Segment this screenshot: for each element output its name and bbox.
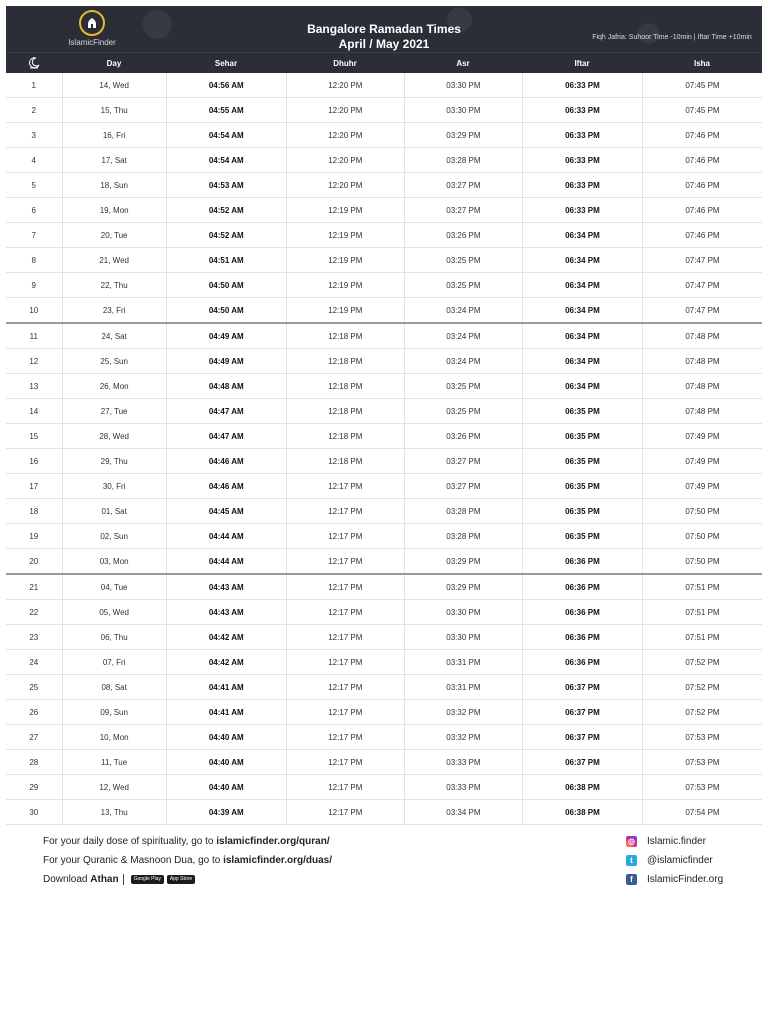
day-date: 09, Sun (62, 700, 166, 724)
sehar-time: 04:41 AM (166, 675, 286, 699)
dhuhr-time: 12:20 PM (286, 148, 404, 172)
dhuhr-time: 12:17 PM (286, 800, 404, 824)
isha-time: 07:48 PM (642, 374, 762, 398)
asr-time: 03:25 PM (404, 399, 522, 423)
table-row (6, 474, 762, 499)
instagram-link[interactable] (626, 832, 723, 851)
isha-time: 07:52 PM (642, 650, 762, 674)
day-number: 11 (29, 331, 38, 341)
table-row (6, 750, 762, 775)
iftar-time: 06:36 PM (522, 549, 642, 573)
sehar-time: 04:41 AM (166, 700, 286, 724)
day-date: 15, Thu (62, 98, 166, 122)
dhuhr-time: 12:19 PM (286, 198, 404, 222)
isha-time: 07:53 PM (642, 725, 762, 749)
day-number: 4 (31, 155, 36, 165)
day-number: 18 (29, 506, 39, 516)
sehar-time: 04:55 AM (166, 98, 286, 122)
table-row (6, 298, 762, 324)
table-row (6, 123, 762, 148)
day-date: 01, Sat (62, 499, 166, 523)
day-number: 20 (29, 556, 39, 566)
iftar-time: 06:34 PM (522, 273, 642, 297)
day-number: 2 (31, 105, 36, 115)
table-row (6, 273, 762, 298)
day-number: 16 (29, 456, 39, 466)
google-play-badge[interactable]: Google Play (131, 875, 164, 884)
iftar-time: 06:33 PM (522, 148, 642, 172)
day-date: 02, Sun (62, 524, 166, 548)
asr-time: 03:27 PM (404, 173, 522, 197)
day-date: 16, Fri (62, 123, 166, 147)
logo-text: IslamicFinder (68, 38, 116, 47)
dhuhr-time: 12:17 PM (286, 549, 404, 573)
sehar-time: 04:53 AM (166, 173, 286, 197)
day-date: 27, Tue (62, 399, 166, 423)
dhuhr-time: 12:18 PM (286, 324, 404, 348)
dhuhr-time: 12:18 PM (286, 449, 404, 473)
isha-time: 07:50 PM (642, 524, 762, 548)
social-links (626, 832, 723, 889)
day-date: 11, Tue (62, 750, 166, 774)
sehar-time: 04:46 AM (166, 449, 286, 473)
asr-time: 03:27 PM (404, 449, 522, 473)
day-number: 27 (29, 732, 39, 742)
asr-time: 03:31 PM (404, 675, 522, 699)
asr-time: 03:28 PM (404, 148, 522, 172)
asr-time: 03:25 PM (404, 248, 522, 272)
day-date: 24, Sat (62, 324, 166, 348)
sehar-time: 04:44 AM (166, 549, 286, 573)
iftar-time: 06:33 PM (522, 198, 642, 222)
dhuhr-time: 12:20 PM (286, 98, 404, 122)
table-row (6, 248, 762, 273)
day-date: 04, Tue (62, 575, 166, 599)
day-number: 5 (31, 180, 36, 190)
iftar-time: 06:37 PM (522, 725, 642, 749)
isha-time: 07:47 PM (642, 273, 762, 297)
dhuhr-time: 12:18 PM (286, 374, 404, 398)
divider (123, 874, 124, 885)
table-row (6, 349, 762, 374)
isha-time: 07:48 PM (642, 399, 762, 423)
day-date: 13, Thu (62, 800, 166, 824)
table-row (6, 700, 762, 725)
day-date: 06, Thu (62, 625, 166, 649)
column-header-day: Day (106, 58, 122, 68)
iftar-time: 06:33 PM (522, 98, 642, 122)
iftar-time: 06:38 PM (522, 800, 642, 824)
dhuhr-time: 12:17 PM (286, 650, 404, 674)
table-row (6, 98, 762, 123)
iftar-time: 06:34 PM (522, 248, 642, 272)
dhuhr-time: 12:17 PM (286, 499, 404, 523)
isha-time: 07:46 PM (642, 198, 762, 222)
day-number: 10 (29, 305, 39, 315)
day-number: 7 (31, 230, 36, 240)
title-city: Bangalore Ramadan Times (307, 22, 461, 36)
facebook-handle: IslamicFinder.org (647, 874, 724, 885)
timetable-body (6, 73, 762, 825)
day-number: 1 (31, 80, 36, 90)
sehar-time: 04:49 AM (166, 324, 286, 348)
day-date: 21, Wed (62, 248, 166, 272)
isha-time: 07:52 PM (642, 700, 762, 724)
instagram-handle: Islamic.finder (647, 836, 706, 847)
sehar-time: 04:40 AM (166, 750, 286, 774)
day-date: 20, Tue (62, 223, 166, 247)
quran-prefix: For your daily dose of spirituality, go to (43, 836, 217, 847)
dhuhr-time: 12:17 PM (286, 675, 404, 699)
sehar-time: 04:51 AM (166, 248, 286, 272)
asr-time: 03:33 PM (404, 750, 522, 774)
asr-time: 03:30 PM (404, 600, 522, 624)
iftar-time: 06:37 PM (522, 675, 642, 699)
duas-link[interactable]: islamicfinder.org/duas/ (223, 855, 333, 866)
dhuhr-time: 12:17 PM (286, 625, 404, 649)
day-date: 22, Thu (62, 273, 166, 297)
day-number: 6 (31, 205, 36, 215)
ramadan-day-icon (6, 53, 62, 73)
day-date: 05, Wed (62, 600, 166, 624)
asr-time: 03:25 PM (404, 374, 522, 398)
day-date: 10, Mon (62, 725, 166, 749)
isha-time: 07:53 PM (642, 750, 762, 774)
dhuhr-time: 12:17 PM (286, 575, 404, 599)
dhuhr-time: 12:17 PM (286, 775, 404, 799)
asr-time: 03:29 PM (404, 123, 522, 147)
day-date: 03, Mon (62, 549, 166, 573)
isha-time: 07:47 PM (642, 248, 762, 272)
isha-time: 07:54 PM (642, 800, 762, 824)
download-line (43, 870, 332, 889)
iftar-time: 06:36 PM (522, 575, 642, 599)
asr-time: 03:33 PM (404, 775, 522, 799)
table-row (6, 800, 762, 825)
sehar-time: 04:40 AM (166, 725, 286, 749)
quran-line (43, 832, 332, 851)
day-number: 26 (29, 707, 39, 717)
sehar-time: 04:48 AM (166, 374, 286, 398)
iftar-time: 06:38 PM (522, 775, 642, 799)
table-row (6, 173, 762, 198)
iftar-time: 06:33 PM (522, 73, 642, 97)
day-date: 29, Thu (62, 449, 166, 473)
sehar-time: 04:47 AM (166, 424, 286, 448)
day-number: 24 (29, 657, 39, 667)
day-date: 26, Mon (62, 374, 166, 398)
dhuhr-time: 12:18 PM (286, 399, 404, 423)
isha-time: 07:50 PM (642, 549, 762, 573)
sehar-time: 04:50 AM (166, 298, 286, 322)
iftar-time: 06:35 PM (522, 424, 642, 448)
day-date: 12, Wed (62, 775, 166, 799)
asr-time: 03:29 PM (404, 549, 522, 573)
asr-time: 03:26 PM (404, 424, 522, 448)
day-number: 15 (29, 431, 39, 441)
iftar-time: 06:35 PM (522, 449, 642, 473)
table-row (6, 399, 762, 424)
duas-prefix: For your Quranic & Masnoon Dua, go to (43, 855, 224, 866)
day-date: 23, Fri (62, 298, 166, 322)
dhuhr-time: 12:17 PM (286, 750, 404, 774)
isha-time: 07:48 PM (642, 324, 762, 348)
day-number: 17 (29, 481, 39, 491)
day-number: 25 (29, 682, 39, 692)
table-row (6, 575, 762, 600)
instagram-icon: ◎ (626, 836, 637, 847)
dhuhr-time: 12:18 PM (286, 349, 404, 373)
facebook-icon: f (626, 874, 637, 885)
dhuhr-time: 12:20 PM (286, 123, 404, 147)
sehar-time: 04:42 AM (166, 625, 286, 649)
sehar-time: 04:54 AM (166, 123, 286, 147)
sehar-time: 04:43 AM (166, 600, 286, 624)
sehar-time: 04:50 AM (166, 273, 286, 297)
isha-time: 07:52 PM (642, 675, 762, 699)
iftar-time: 06:35 PM (522, 524, 642, 548)
fiqh-note: Fiqh Jafria: Suhoor Time -10min | Iftar Time +10min (592, 34, 752, 41)
sehar-time: 04:40 AM (166, 775, 286, 799)
dhuhr-time: 12:17 PM (286, 524, 404, 548)
isha-time: 07:45 PM (642, 73, 762, 97)
iftar-time: 06:33 PM (522, 173, 642, 197)
isha-time: 07:49 PM (642, 474, 762, 498)
asr-time: 03:28 PM (404, 524, 522, 548)
table-row (6, 148, 762, 173)
iftar-time: 06:34 PM (522, 324, 642, 348)
column-header-iftar: Iftar (574, 58, 590, 68)
day-date: 18, Sun (62, 173, 166, 197)
table-header (6, 52, 762, 73)
isha-time: 07:46 PM (642, 123, 762, 147)
isha-time: 07:46 PM (642, 223, 762, 247)
day-date: 28, Wed (62, 424, 166, 448)
table-row (6, 600, 762, 625)
isha-time: 07:51 PM (642, 625, 762, 649)
asr-time: 03:30 PM (404, 73, 522, 97)
day-number: 28 (29, 757, 39, 767)
athan-app-name: Athan (90, 874, 119, 885)
day-number: 23 (29, 632, 39, 642)
iftar-time: 06:35 PM (522, 399, 642, 423)
sehar-time: 04:46 AM (166, 474, 286, 498)
day-number: 21 (29, 582, 39, 592)
isha-time: 07:50 PM (642, 499, 762, 523)
asr-time: 03:30 PM (404, 98, 522, 122)
dhuhr-time: 12:17 PM (286, 725, 404, 749)
download-prefix: Download (43, 874, 91, 885)
column-header-dhuhr: Dhuhr (333, 58, 357, 68)
sehar-time: 04:43 AM (166, 575, 286, 599)
isha-time: 07:46 PM (642, 148, 762, 172)
sehar-time: 04:54 AM (166, 148, 286, 172)
day-number: 14 (29, 406, 39, 416)
day-date: 07, Fri (62, 650, 166, 674)
table-row (6, 675, 762, 700)
asr-time: 03:24 PM (404, 298, 522, 322)
day-number: 9 (31, 280, 36, 290)
table-row (6, 198, 762, 223)
asr-time: 03:32 PM (404, 725, 522, 749)
iftar-time: 06:37 PM (522, 750, 642, 774)
header-banner (6, 6, 762, 52)
sehar-time: 04:47 AM (166, 399, 286, 423)
twitter-icon: t (626, 855, 637, 866)
table-row (6, 499, 762, 524)
isha-time: 07:46 PM (642, 173, 762, 197)
dhuhr-time: 12:19 PM (286, 273, 404, 297)
day-date: 25, Sun (62, 349, 166, 373)
day-number: 19 (29, 531, 39, 541)
isha-time: 07:47 PM (642, 298, 762, 322)
iftar-time: 06:35 PM (522, 474, 642, 498)
dhuhr-time: 12:18 PM (286, 424, 404, 448)
day-number: 29 (29, 782, 39, 792)
isha-time: 07:51 PM (642, 575, 762, 599)
day-number: 30 (29, 807, 39, 817)
sehar-time: 04:39 AM (166, 800, 286, 824)
table-row (6, 424, 762, 449)
dhuhr-time: 12:17 PM (286, 700, 404, 724)
day-number: 3 (31, 130, 36, 140)
iftar-time: 06:36 PM (522, 600, 642, 624)
table-row (6, 324, 762, 349)
asr-time: 03:24 PM (404, 324, 522, 348)
isha-time: 07:45 PM (642, 98, 762, 122)
day-date: 17, Sat (62, 148, 166, 172)
day-date: 08, Sat (62, 675, 166, 699)
table-row (6, 775, 762, 800)
table-row (6, 449, 762, 474)
sehar-time: 04:49 AM (166, 349, 286, 373)
asr-time: 03:30 PM (404, 625, 522, 649)
day-number: 13 (29, 381, 39, 391)
column-header-isha: Isha (693, 58, 710, 68)
sehar-time: 04:56 AM (166, 73, 286, 97)
sehar-time: 04:52 AM (166, 198, 286, 222)
table-row (6, 374, 762, 399)
day-number: 8 (31, 255, 36, 265)
asr-time: 03:31 PM (404, 650, 522, 674)
footer-links (43, 832, 332, 889)
asr-time: 03:28 PM (404, 499, 522, 523)
table-row (6, 524, 762, 549)
asr-time: 03:26 PM (404, 223, 522, 247)
iftar-time: 06:34 PM (522, 349, 642, 373)
asr-time: 03:27 PM (404, 474, 522, 498)
table-row (6, 223, 762, 248)
iftar-time: 06:36 PM (522, 625, 642, 649)
day-number: 12 (29, 356, 39, 366)
dhuhr-time: 12:19 PM (286, 223, 404, 247)
dhuhr-time: 12:20 PM (286, 73, 404, 97)
sehar-time: 04:44 AM (166, 524, 286, 548)
facebook-link[interactable] (626, 870, 723, 889)
iftar-time: 06:33 PM (522, 123, 642, 147)
title-month: April / May 2021 (338, 37, 430, 51)
table-row (6, 650, 762, 675)
isha-time: 07:51 PM (642, 600, 762, 624)
sehar-time: 04:45 AM (166, 499, 286, 523)
asr-time: 03:34 PM (404, 800, 522, 824)
table-row (6, 625, 762, 650)
isha-time: 07:49 PM (642, 424, 762, 448)
dhuhr-time: 12:19 PM (286, 298, 404, 322)
sehar-time: 04:52 AM (166, 223, 286, 247)
asr-time: 03:25 PM (404, 273, 522, 297)
timetable-sheet (6, 6, 762, 825)
table-row (6, 73, 762, 98)
dhuhr-time: 12:20 PM (286, 173, 404, 197)
table-row (6, 549, 762, 575)
dhuhr-time: 12:17 PM (286, 474, 404, 498)
dhuhr-time: 12:17 PM (286, 600, 404, 624)
iftar-time: 06:35 PM (522, 499, 642, 523)
quran-link[interactable]: islamicfinder.org/quran/ (216, 836, 330, 847)
asr-time: 03:24 PM (404, 349, 522, 373)
day-date: 19, Mon (62, 198, 166, 222)
iftar-time: 06:34 PM (522, 223, 642, 247)
day-date: 14, Wed (62, 73, 166, 97)
app-store-badge[interactable]: App Store (167, 875, 195, 884)
day-date: 30, Fri (62, 474, 166, 498)
day-number: 22 (29, 607, 39, 617)
iftar-time: 06:34 PM (522, 298, 642, 322)
iftar-time: 06:34 PM (522, 374, 642, 398)
sehar-time: 04:42 AM (166, 650, 286, 674)
twitter-link[interactable] (626, 851, 723, 870)
dhuhr-time: 12:19 PM (286, 248, 404, 272)
asr-time: 03:32 PM (404, 700, 522, 724)
isha-time: 07:49 PM (642, 449, 762, 473)
column-header-asr: Asr (456, 58, 470, 68)
iftar-time: 06:37 PM (522, 700, 642, 724)
iftar-time: 06:36 PM (522, 650, 642, 674)
asr-time: 03:29 PM (404, 575, 522, 599)
isha-time: 07:48 PM (642, 349, 762, 373)
column-header-sehar: Sehar (214, 58, 238, 68)
asr-time: 03:27 PM (404, 198, 522, 222)
duas-line (43, 851, 332, 870)
table-row (6, 725, 762, 750)
twitter-handle: @islamicfinder (647, 855, 713, 866)
isha-time: 07:53 PM (642, 775, 762, 799)
